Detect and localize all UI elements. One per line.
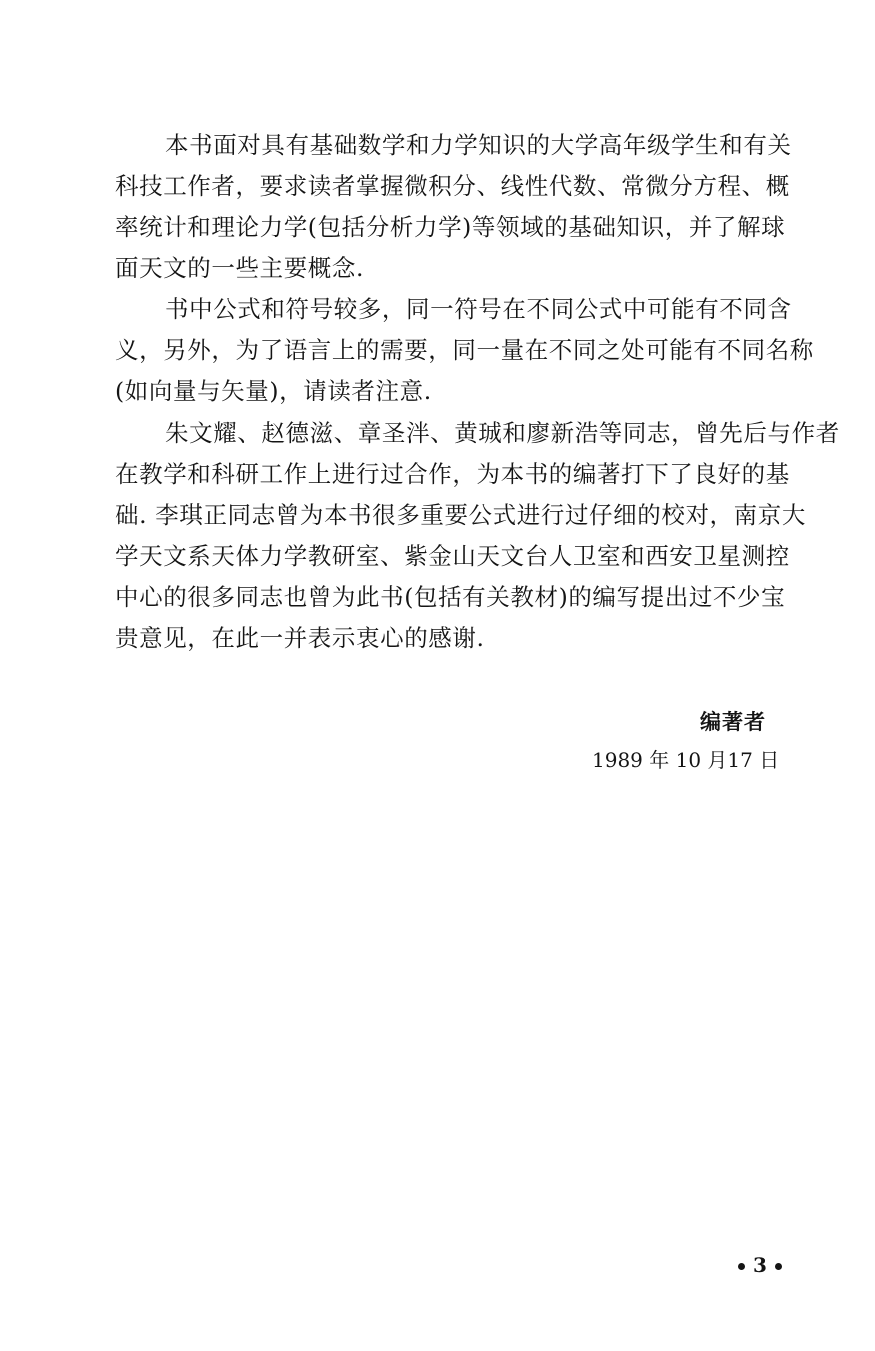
paragraph-3-line-6: 贵意见，在此一并表示衷心的感谢. xyxy=(115,624,485,652)
page-number-footer xyxy=(730,1252,790,1278)
paragraph-2-line-3: (如向量与矢量)，请读者注意. xyxy=(115,377,432,405)
paragraph-1-line-4: 面天文的一些主要概念. xyxy=(115,254,365,282)
preface-date: 1989 年 10 月17 日 xyxy=(592,748,780,772)
paragraph-1-line-3: 率统计和理论力学(包括分析力学)等领域的基础知识，并了解球 xyxy=(115,213,786,241)
paragraph-2-line-2: 义，另外，为了语言上的需要，同一量在不同之处可能有不同名称 xyxy=(115,336,814,364)
paragraph-3-line-1: 朱文耀、赵德滋、章圣泮、黄珹和廖新浩等同志，曾先后与作者 xyxy=(165,419,840,447)
paragraph-1-line-2: 科技工作者，要求读者掌握微积分、线性代数、常微分方程、概 xyxy=(115,172,790,200)
paragraph-1-line-1: 本书面对具有基础数学和力学知识的大学高年级学生和有关 xyxy=(165,131,792,159)
bullet-icon xyxy=(738,1263,745,1270)
paragraph-2-line-1: 书中公式和符号较多，同一符号在不同公式中可能有不同含 xyxy=(165,295,792,323)
bullet-icon xyxy=(775,1263,782,1270)
paragraph-3-line-4: 学天文系天体力学教研室、紫金山天文台人卫室和西安卫星测控 xyxy=(115,542,790,570)
paragraph-3-line-5: 中心的很多同志也曾为此书(包括有关教材)的编写提出过不少宝 xyxy=(115,583,786,611)
author-signature: 编著者 xyxy=(700,709,766,734)
paragraph-3-line-3: 础. 李琪正同志曾为本书很多重要公式进行过仔细的校对，南京大 xyxy=(115,501,806,529)
page-number: 3 xyxy=(753,1253,767,1277)
paragraph-3-line-2: 在教学和科研工作上进行过合作，为本书的编著打下了良好的基 xyxy=(115,460,790,488)
